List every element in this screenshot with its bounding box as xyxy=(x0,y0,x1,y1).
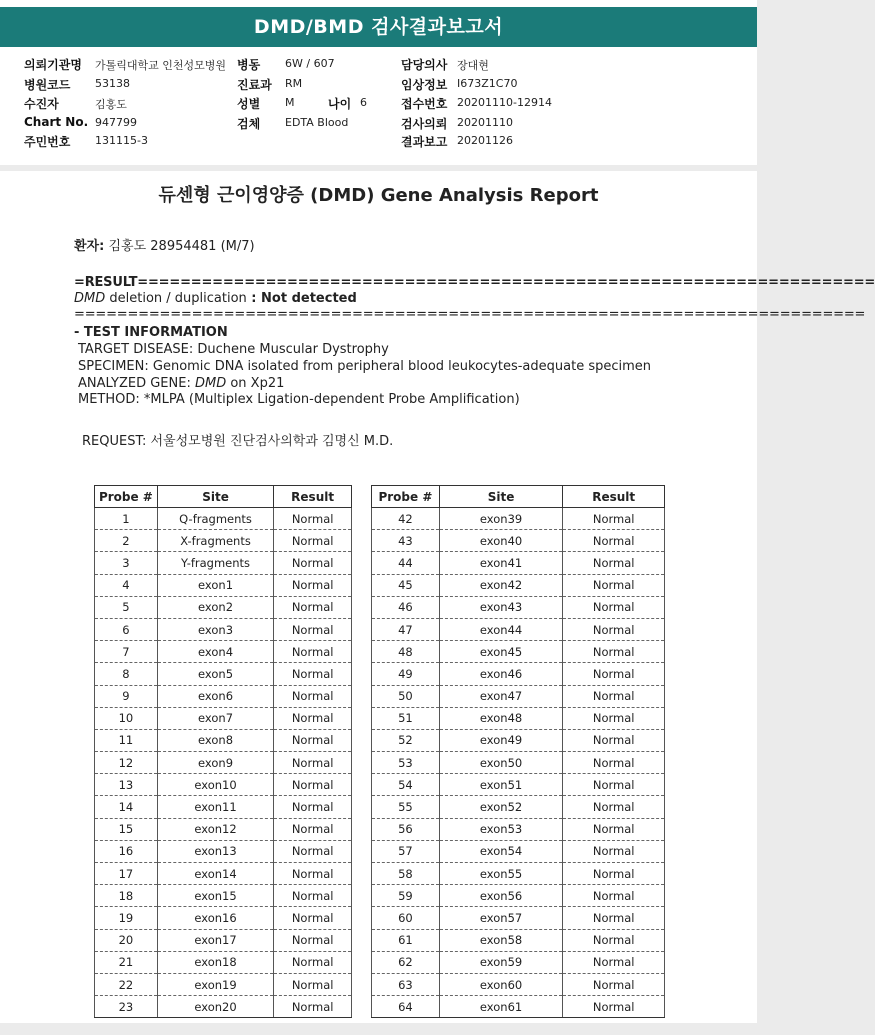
site-cell: X-fragments xyxy=(157,530,273,552)
meta-label-report-date: 결과보고 xyxy=(401,135,448,149)
table-row xyxy=(95,929,352,951)
site-cell: exon14 xyxy=(157,863,273,885)
probe-number-cell: 17 xyxy=(95,863,158,885)
table-row xyxy=(372,685,665,707)
result-colon: : xyxy=(246,291,262,306)
site-cell: exon61 xyxy=(439,996,563,1018)
table-row xyxy=(95,530,352,552)
table-row xyxy=(95,508,352,530)
site-cell: exon17 xyxy=(157,929,273,951)
probe-number-cell: 23 xyxy=(95,996,158,1018)
probe-number-cell: 18 xyxy=(95,885,158,907)
site-cell: exon49 xyxy=(439,729,563,751)
result-text: deletion / duplication xyxy=(105,291,247,306)
probe-number-cell: 20 xyxy=(95,929,158,951)
meta-value-resident-no: 131115-3 xyxy=(95,134,148,147)
site-cell: exon56 xyxy=(439,885,563,907)
probe-number-cell: 2 xyxy=(95,530,158,552)
site-cell: exon6 xyxy=(157,685,273,707)
result-cell: Normal xyxy=(274,707,352,729)
meta-label-specimen: 검체 xyxy=(237,117,261,131)
result-footer: ========================================================================== xyxy=(74,307,866,322)
meta-value-sex: M xyxy=(285,96,295,109)
site-cell: exon41 xyxy=(439,552,563,574)
meta-label-clinical-info: 임상정보 xyxy=(401,78,448,92)
probe-number-cell: 44 xyxy=(372,552,440,574)
result-cell: Normal xyxy=(274,752,352,774)
site-cell: exon12 xyxy=(157,818,273,840)
probe-number-cell: 46 xyxy=(372,596,440,618)
result-cell: Normal xyxy=(274,641,352,663)
result-header: =RESULT===================================================================== xyxy=(74,275,875,290)
probe-number-cell: 62 xyxy=(372,951,440,973)
probe-number-cell: 15 xyxy=(95,818,158,840)
patient-value: 김홍도 28954481 (M/7) xyxy=(108,239,255,254)
col-header-result: Result xyxy=(563,486,665,508)
meta-label-ward: 병동 xyxy=(237,58,261,72)
table-row xyxy=(95,973,352,995)
result-cell: Normal xyxy=(563,596,665,618)
site-cell: exon39 xyxy=(439,508,563,530)
result-cell: Normal xyxy=(563,641,665,663)
result-cell: Normal xyxy=(563,618,665,640)
table-row xyxy=(95,840,352,862)
probe-number-cell: 5 xyxy=(95,596,158,618)
table-row xyxy=(372,729,665,751)
table-row xyxy=(95,618,352,640)
result-cell: Normal xyxy=(563,707,665,729)
result-cell: Normal xyxy=(563,685,665,707)
probe-number-cell: 53 xyxy=(372,752,440,774)
table-row xyxy=(95,663,352,685)
meta-value-receipt-no: 20201110-12914 xyxy=(457,96,552,109)
site-cell: exon59 xyxy=(439,951,563,973)
meta-label-doctor: 담당의사 xyxy=(401,58,448,72)
result-cell: Normal xyxy=(274,907,352,929)
site-cell: Q-fragments xyxy=(157,508,273,530)
result-cell: Normal xyxy=(563,552,665,574)
probe-table-left xyxy=(94,485,352,1018)
result-cell: Normal xyxy=(563,929,665,951)
probe-number-cell: 14 xyxy=(95,796,158,818)
meta-label-hospital-code: 병원코드 xyxy=(24,78,71,92)
meta-label-chart-no: Chart No. xyxy=(24,115,89,129)
bottom-divider xyxy=(0,1023,757,1035)
result-cell: Normal xyxy=(563,729,665,751)
result-cell: Normal xyxy=(274,885,352,907)
site-cell: Y-fragments xyxy=(157,552,273,574)
test-info-header: - TEST INFORMATION xyxy=(74,325,228,340)
result-cell: Normal xyxy=(563,863,665,885)
specimen-info: SPECIMEN: Genomic DNA isolated from peripheral blood leukocytes-adequate specimen xyxy=(78,359,652,374)
result-cell: Normal xyxy=(274,796,352,818)
report-header-title: DMD/BMD 검사결과보고서 xyxy=(0,7,757,47)
table-row xyxy=(372,596,665,618)
table-row xyxy=(372,907,665,929)
table-row xyxy=(372,929,665,951)
probe-number-cell: 43 xyxy=(372,530,440,552)
probe-number-cell: 11 xyxy=(95,729,158,751)
site-cell: exon9 xyxy=(157,752,273,774)
result-cell: Normal xyxy=(274,996,352,1018)
probe-number-cell: 54 xyxy=(372,774,440,796)
meta-value-clinical-info: I673Z1C70 xyxy=(457,77,518,90)
meta-value-report-date: 20201126 xyxy=(457,134,513,147)
result-cell: Normal xyxy=(563,973,665,995)
result-cell: Normal xyxy=(563,530,665,552)
probe-number-cell: 45 xyxy=(372,574,440,596)
result-cell: Normal xyxy=(563,574,665,596)
probe-number-cell: 58 xyxy=(372,863,440,885)
probe-number-cell: 59 xyxy=(372,885,440,907)
result-cell: Normal xyxy=(274,596,352,618)
table-row xyxy=(95,796,352,818)
table-row xyxy=(95,552,352,574)
probe-number-cell: 56 xyxy=(372,818,440,840)
meta-label-request-date: 검사의뢰 xyxy=(401,117,448,131)
probe-number-cell: 47 xyxy=(372,618,440,640)
result-cell: Normal xyxy=(274,530,352,552)
table-row xyxy=(372,707,665,729)
col-header-probe: Probe # xyxy=(372,486,440,508)
result-cell: Normal xyxy=(563,508,665,530)
col-header-result: Result xyxy=(274,486,352,508)
table-row xyxy=(372,574,665,596)
meta-value-patient: 김홍도 xyxy=(95,98,127,111)
site-cell: exon2 xyxy=(157,596,273,618)
probe-number-cell: 6 xyxy=(95,618,158,640)
table-row xyxy=(372,973,665,995)
probe-number-cell: 13 xyxy=(95,774,158,796)
site-cell: exon19 xyxy=(157,973,273,995)
col-header-probe: Probe # xyxy=(95,486,158,508)
result-cell: Normal xyxy=(563,996,665,1018)
site-cell: exon47 xyxy=(439,685,563,707)
site-cell: exon11 xyxy=(157,796,273,818)
probe-number-cell: 8 xyxy=(95,663,158,685)
probe-number-cell: 7 xyxy=(95,641,158,663)
site-cell: exon54 xyxy=(439,840,563,862)
probe-number-cell: 60 xyxy=(372,907,440,929)
probe-number-cell: 48 xyxy=(372,641,440,663)
meta-label-patient: 수진자 xyxy=(24,97,59,111)
site-cell: exon3 xyxy=(157,618,273,640)
table-row xyxy=(372,774,665,796)
result-cell: Normal xyxy=(274,774,352,796)
probe-number-cell: 64 xyxy=(372,996,440,1018)
table-row xyxy=(372,618,665,640)
result-cell: Normal xyxy=(563,663,665,685)
probe-number-cell: 57 xyxy=(372,840,440,862)
site-cell: exon18 xyxy=(157,951,273,973)
meta-value-specimen: EDTA Blood xyxy=(285,116,349,129)
result-cell: Normal xyxy=(274,840,352,862)
table-row xyxy=(95,685,352,707)
analyzed-gene xyxy=(78,376,284,391)
result-cell: Normal xyxy=(274,929,352,951)
table-row xyxy=(95,996,352,1018)
table-row xyxy=(95,863,352,885)
table-row xyxy=(95,574,352,596)
meta-value-institution: 가톨릭대학교 인천성모병원 xyxy=(95,59,227,72)
site-cell: exon53 xyxy=(439,818,563,840)
table-row xyxy=(372,752,665,774)
site-cell: exon44 xyxy=(439,618,563,640)
meta-value-request-date: 20201110 xyxy=(457,116,513,129)
result-cell: Normal xyxy=(274,863,352,885)
result-cell: Normal xyxy=(274,508,352,530)
result-cell: Normal xyxy=(563,885,665,907)
site-cell: exon13 xyxy=(157,840,273,862)
site-cell: exon15 xyxy=(157,885,273,907)
site-cell: exon52 xyxy=(439,796,563,818)
meta-label-age: 나이 xyxy=(328,97,352,111)
result-cell: Normal xyxy=(274,574,352,596)
result-cell: Normal xyxy=(563,796,665,818)
table-row xyxy=(95,774,352,796)
table-row xyxy=(95,818,352,840)
probe-number-cell: 61 xyxy=(372,929,440,951)
result-cell: Normal xyxy=(563,840,665,862)
site-cell: exon57 xyxy=(439,907,563,929)
site-cell: exon40 xyxy=(439,530,563,552)
result-cell: Normal xyxy=(274,818,352,840)
table-row xyxy=(372,996,665,1018)
meta-label-sex: 성별 xyxy=(237,97,261,111)
site-cell: exon48 xyxy=(439,707,563,729)
result-cell: Normal xyxy=(274,618,352,640)
patient-line xyxy=(74,235,255,254)
analyzed-gene-suffix: on Xp21 xyxy=(226,376,285,391)
probe-number-cell: 52 xyxy=(372,729,440,751)
site-cell: exon43 xyxy=(439,596,563,618)
table-row xyxy=(95,707,352,729)
probe-number-cell: 10 xyxy=(95,707,158,729)
result-gene: DMD xyxy=(74,291,106,306)
meta-value-doctor: 장대현 xyxy=(457,59,489,72)
report-title: 듀센형 근이영양증 (DMD) Gene Analysis Report xyxy=(158,185,599,206)
meta-value-age: 6 xyxy=(360,96,367,109)
result-cell: Normal xyxy=(563,818,665,840)
site-cell: exon60 xyxy=(439,973,563,995)
analyzed-gene-prefix: ANALYZED GENE: xyxy=(78,376,195,391)
meta-label-department: 진료과 xyxy=(237,78,272,92)
table-row xyxy=(372,863,665,885)
probe-number-cell: 50 xyxy=(372,685,440,707)
probe-number-cell: 12 xyxy=(95,752,158,774)
table-row xyxy=(95,729,352,751)
meta-value-chart-no: 947799 xyxy=(95,116,137,129)
col-header-site: Site xyxy=(439,486,563,508)
site-cell: exon10 xyxy=(157,774,273,796)
table-row xyxy=(372,840,665,862)
table-row xyxy=(372,885,665,907)
meta-label-receipt-no: 접수번호 xyxy=(401,97,448,111)
result-cell: Normal xyxy=(274,663,352,685)
site-cell: exon45 xyxy=(439,641,563,663)
probe-number-cell: 51 xyxy=(372,707,440,729)
table-row xyxy=(372,951,665,973)
site-cell: exon55 xyxy=(439,863,563,885)
probe-number-cell: 55 xyxy=(372,796,440,818)
result-cell: Normal xyxy=(274,729,352,751)
site-cell: exon4 xyxy=(157,641,273,663)
probe-number-cell: 21 xyxy=(95,951,158,973)
table-row xyxy=(95,907,352,929)
request-info: REQUEST: 서울성모병원 진단검사의학과 김명신 M.D. xyxy=(82,434,394,449)
result-cell: Normal xyxy=(563,951,665,973)
result-cell: Normal xyxy=(274,973,352,995)
table-row xyxy=(95,951,352,973)
site-cell: exon1 xyxy=(157,574,273,596)
meta-value-ward: 6W / 607 xyxy=(285,57,335,70)
site-cell: exon50 xyxy=(439,752,563,774)
table-row xyxy=(372,663,665,685)
col-header-site: Site xyxy=(157,486,273,508)
result-line xyxy=(74,291,357,306)
result-value: Not detected xyxy=(261,291,357,306)
probe-table-right xyxy=(371,485,665,1018)
meta-value-hospital-code: 53138 xyxy=(95,77,130,90)
site-cell: exon42 xyxy=(439,574,563,596)
table-row xyxy=(372,641,665,663)
table-row xyxy=(372,796,665,818)
probe-number-cell: 19 xyxy=(95,907,158,929)
table-row xyxy=(95,752,352,774)
site-cell: exon51 xyxy=(439,774,563,796)
result-cell: Normal xyxy=(274,552,352,574)
result-cell: Normal xyxy=(563,907,665,929)
table-row xyxy=(95,596,352,618)
result-cell: Normal xyxy=(563,752,665,774)
probe-number-cell: 49 xyxy=(372,663,440,685)
site-cell: exon20 xyxy=(157,996,273,1018)
probe-number-cell: 22 xyxy=(95,973,158,995)
analyzed-gene-name: DMD xyxy=(194,376,227,391)
meta-value-department: RM xyxy=(285,77,303,90)
meta-label-institution: 의뢰기관명 xyxy=(24,58,82,72)
probe-number-cell: 1 xyxy=(95,508,158,530)
top-strip xyxy=(0,0,757,7)
site-cell: exon16 xyxy=(157,907,273,929)
site-cell: exon8 xyxy=(157,729,273,751)
site-cell: exon46 xyxy=(439,663,563,685)
result-cell: Normal xyxy=(274,951,352,973)
patient-label: 환자: xyxy=(74,239,105,254)
probe-number-cell: 63 xyxy=(372,973,440,995)
report-body xyxy=(0,171,875,1023)
method-info: METHOD: *MLPA (Multiplex Ligation-dependent Probe Amplification) xyxy=(78,392,520,407)
result-cell: Normal xyxy=(274,685,352,707)
table-row xyxy=(95,885,352,907)
site-cell: exon7 xyxy=(157,707,273,729)
table-row xyxy=(372,818,665,840)
probe-number-cell: 4 xyxy=(95,574,158,596)
probe-number-cell: 3 xyxy=(95,552,158,574)
probe-number-cell: 42 xyxy=(372,508,440,530)
meta-label-resident-no: 주민번호 xyxy=(24,135,71,149)
result-cell: Normal xyxy=(563,774,665,796)
site-cell: exon5 xyxy=(157,663,273,685)
site-cell: exon58 xyxy=(439,929,563,951)
patient-meta-panel xyxy=(0,47,757,165)
probe-number-cell: 9 xyxy=(95,685,158,707)
target-disease: TARGET DISEASE: Duchene Muscular Dystrophy xyxy=(78,342,389,357)
table-row xyxy=(372,552,665,574)
table-row xyxy=(372,530,665,552)
probe-number-cell: 16 xyxy=(95,840,158,862)
table-row xyxy=(95,641,352,663)
table-row xyxy=(372,508,665,530)
